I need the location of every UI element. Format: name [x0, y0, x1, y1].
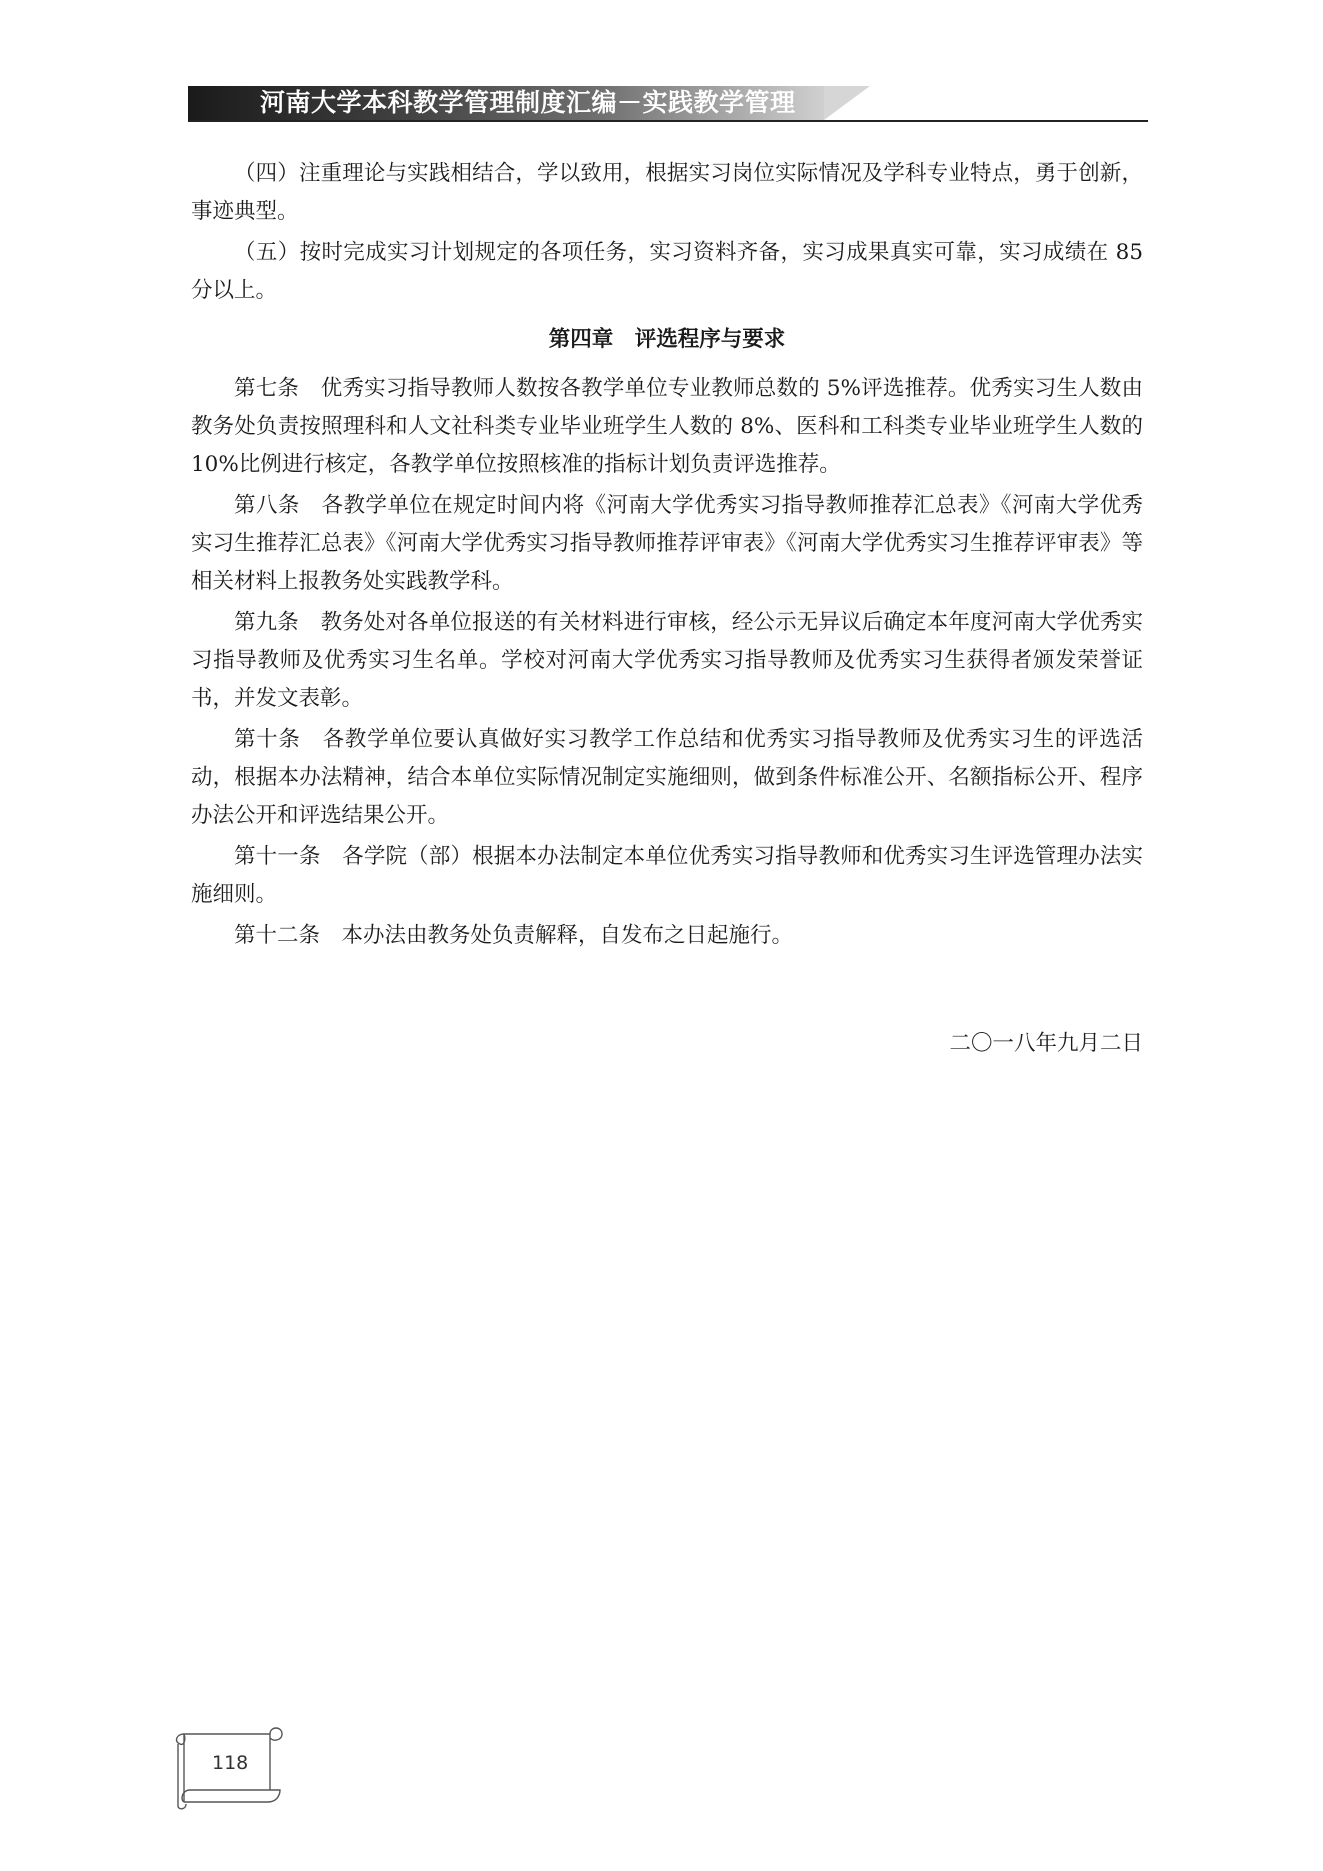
header-band-tail: [824, 86, 870, 120]
paragraph-criterion-4: （四）注重理论与实践相结合，学以致用，根据实习岗位实际情况及学科专业特点，勇于创新，事迹典型。: [191, 161, 1143, 224]
article-10: 第十条 各教学单位要认真做好实习教学工作总结和优秀实习指导教师及优秀实习生的评选活动，根据本办法精神，结合本单位实际情况制定实施细则，做到条件标准公开、名额指标公开、程序办法公开和评选结果公开。: [191, 727, 1143, 828]
page-number: 118: [212, 1752, 249, 1774]
article-9: 第九条 教务处对各单位报送的有关材料进行审核，经公示无异议后确定本年度河南大学优秀实习指导教师及优秀实习生名单。学校对河南大学优秀实习指导教师及优秀实习生获得者颁发荣誉证书，并发文表彰。: [191, 610, 1143, 711]
article-8: 第八条 各教学单位在规定时间内将《河南大学优秀实习指导教师推荐汇总表》《河南大学优秀实习生推荐汇总表》《河南大学优秀实习指导教师推荐评审表》《河南大学优秀实习生推荐评审表》等相关材料上报教务处实践教学科。: [191, 493, 1143, 594]
article-11: 第十一条 各学院（部）根据本办法制定本单位优秀实习指导教师和优秀实习生评选管理办法实施细则。: [191, 844, 1143, 907]
header-title: 河南大学本科教学管理制度汇编－实践教学管理: [260, 88, 796, 117]
header-rule: [188, 120, 1148, 122]
chapter-heading: 第四章 评选程序与要求: [548, 327, 786, 352]
article-12: 第十二条 本办法由教务处负责解释，自发布之日起施行。: [234, 923, 794, 948]
issue-date: 二〇一八年九月二日: [949, 1031, 1143, 1056]
article-7: 第七条 优秀实习指导教师人数按各教学单位专业教师总数的 5%评选推荐。优秀实习生人数由教务处负责按照理科和人文社科类专业毕业班学生人数的 8%、医科和工科类专业毕业班学生人数的 10%比例进行核定，各教学单位按照核准的指标计划负责评选推荐。: [191, 376, 1143, 477]
paragraph-criterion-5: （五）按时完成实习计划规定的各项任务，实习资料齐备，实习成果真实可靠，实习成绩在 85 分以上。: [191, 240, 1143, 303]
running-header: [188, 86, 1148, 122]
page-body: [191, 155, 1143, 1063]
